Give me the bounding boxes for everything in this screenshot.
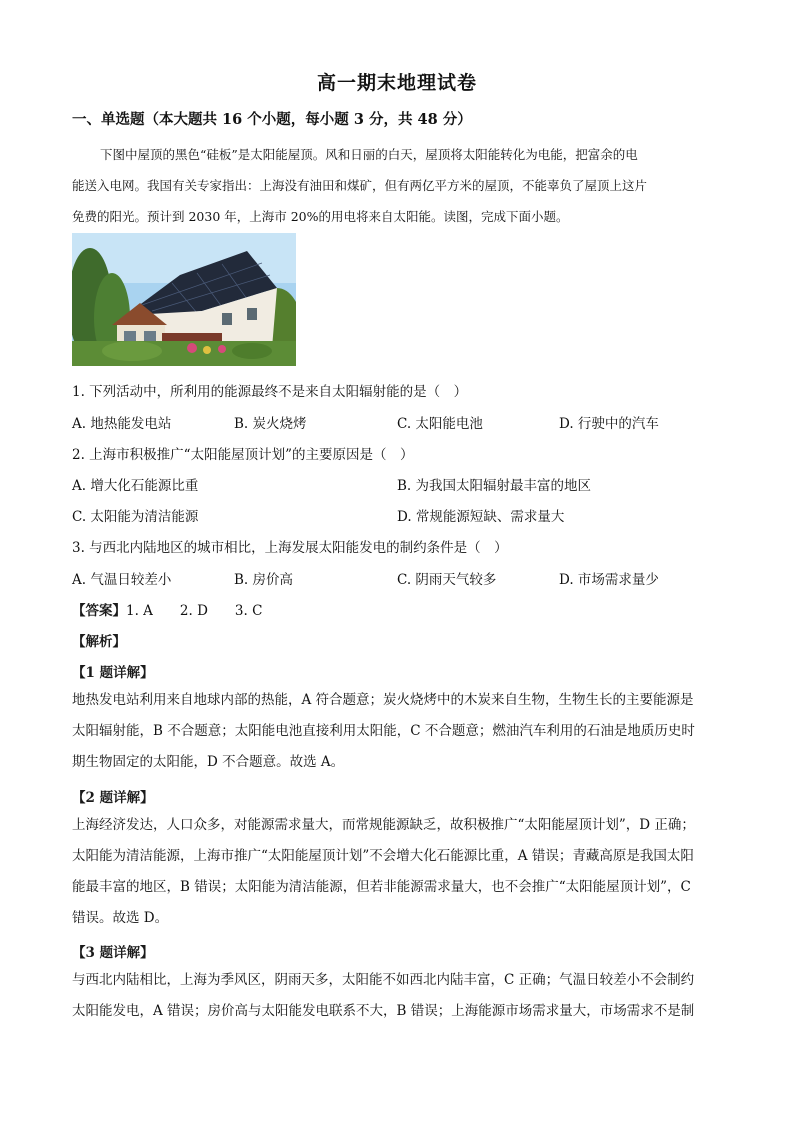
question-1-option-b: B. 炭火烧烤 [234,416,307,432]
question-3-option-d: D. 市场需求量少 [559,572,659,588]
intro-line: 能送入电网。我国有关专家指出：上海没有油田和煤矿，但有两亿平方米的屋顶，不能辜负了屋顶上这片 [72,178,648,193]
detail-line: 太阳能发电，A 错误；房价高与太阳能发电联系不大，B 错误；上海能源市场需求量大，市场需求不是制 [72,1003,695,1019]
question-3-option-a: A. 气温日较差小 [72,572,172,588]
question-3-option-b: B. 房价高 [234,572,294,588]
detail-line: 与西北内陆相比，上海为季风区，阴雨天多，太阳能不如西北内陆丰富，C 正确；气温日较差小不会制约 [72,972,695,988]
question-3-option-c: C. 阴雨天气较多 [397,572,497,588]
answer-tag: 【答案】 [72,603,126,619]
section-heading: 一、单选题（本大题共 16 个小题，每小题 3 分，共 48 分） [72,111,472,128]
answer-line [72,599,262,619]
detail-2-tag: 【2 题详解】 [72,790,154,806]
intro-line: 下图中屋顶的黑色“硅板”是太阳能屋顶。风和日丽的白天，屋顶将太阳能转化为电能，把富余的电 [100,147,638,162]
question-2-option-a: A. 增大化石能源比重 [72,478,199,494]
detail-line: 能最丰富的地区，B 错误；太阳能为清洁能源，但若非能源需求量大，也不会推广“太阳能屋顶计划”，C [72,879,691,895]
detail-line: 太阳辐射能，B 不合题意；太阳能电池直接利用太阳能，C 不合题意；燃油汽车利用的石油是地质历史时 [72,723,695,739]
detail-1-text [72,685,722,778]
page-title: 高一期末地理试卷 [316,72,477,94]
detail-line: 上海经济发达，人口众多，对能源需求量大，而常规能源缺乏，故积极推广“太阳能屋顶计划”，D 正确； [72,817,695,833]
solar-roof-house-photo [72,233,296,366]
analysis-tag: 【解析】 [72,634,126,650]
question-1-option-a: A. 地热能发电站 [72,416,172,432]
detail-line: 期生物固定的太阳能，D 不合题意。故选 A。 [72,754,345,770]
answer-text: 1. A 2. D 3. C [126,603,263,619]
detail-line: 太阳能为清洁能源，上海市推广“太阳能屋顶计划”不会增大化石能源比重，A 错误；青藏高原是我国太阳 [72,848,694,864]
detail-1-tag: 【1 题详解】 [72,665,154,681]
intro-line: 免费的阳光。预计到 2030 年，上海市 20%的用电将来自太阳能。读图，完成下面小题。 [72,209,569,224]
detail-line: 地热发电站利用来自地球内部的热能，A 符合题意；炭火烧烤中的木炭来自生物，生物生长的主要能源是 [72,692,694,708]
question-1-option-d: D. 行驶中的汽车 [559,416,659,432]
question-2-option-d: D. 常规能源短缺、需求量大 [397,509,565,525]
question-3-stem: 3. 与西北内陆地区的城市相比，上海发展太阳能发电的制约条件是（ ） [72,540,508,556]
question-2-option-c: C. 太阳能为清洁能源 [72,509,199,525]
intro-paragraph [72,139,722,232]
question-2-stem: 2. 上海市积极推广“太阳能屋顶计划”的主要原因是（ ） [72,447,414,463]
question-2-option-b: B. 为我国太阳辐射最丰富的地区 [397,478,592,494]
detail-line: 错误。故选 D。 [72,910,169,926]
detail-2-text [72,810,722,934]
question-1-stem: 1. 下列活动中，所利用的能源最终不是来自太阳辐射能的是（ ） [72,384,468,400]
detail-3-tag: 【3 题详解】 [72,945,154,961]
question-1-option-c: C. 太阳能电池 [397,416,483,432]
detail-3-text [72,965,722,1027]
